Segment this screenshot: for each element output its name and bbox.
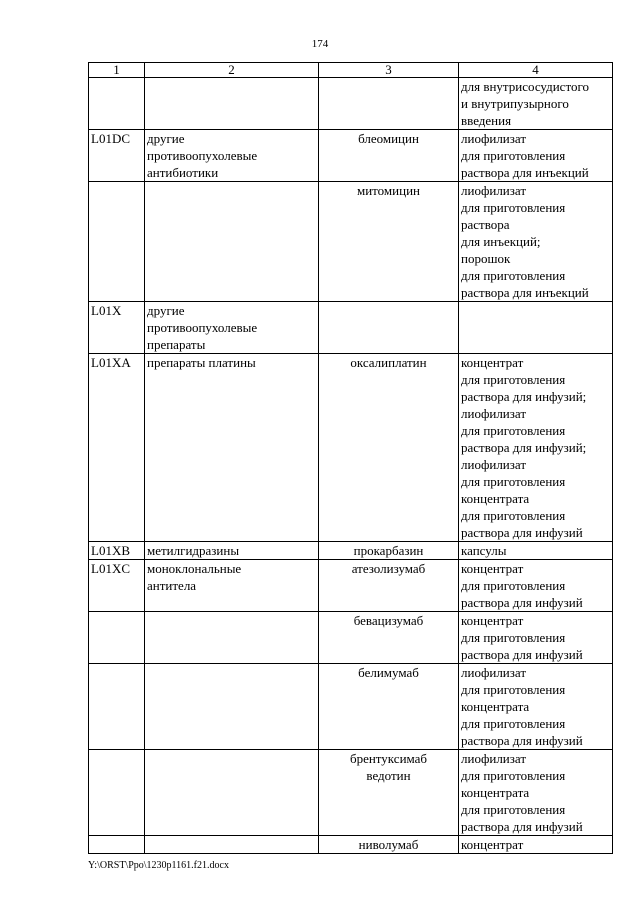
- table-row: [89, 612, 613, 664]
- table-row: [89, 302, 613, 354]
- column-header-2: 2: [145, 63, 319, 78]
- table-row: [89, 836, 613, 854]
- dosage-form-cell: капсулы: [459, 542, 613, 560]
- atc-code-cell: L01DC: [89, 130, 145, 182]
- drug-table: [88, 62, 613, 854]
- group-name-cell: [145, 182, 319, 302]
- table-row: [89, 750, 613, 836]
- drug-name-cell: бевацизумаб: [319, 612, 459, 664]
- drug-name-cell: белимумаб: [319, 664, 459, 750]
- dosage-form-cell: [459, 302, 613, 354]
- table-header-row: [89, 63, 613, 78]
- group-name-cell: [145, 78, 319, 130]
- group-name-cell: другие противоопухолевые антибиотики: [145, 130, 319, 182]
- group-name-cell: [145, 836, 319, 854]
- table-row: [89, 182, 613, 302]
- dosage-form-cell: для внутрисосудистого и внутрипузырного введения: [459, 78, 613, 130]
- dosage-form-cell: лиофилизат для приготовления концентрата для приготовления раствора для инфузий: [459, 750, 613, 836]
- atc-code-cell: L01XA: [89, 354, 145, 542]
- drug-name-cell: брентуксимаб ведотин: [319, 750, 459, 836]
- drug-name-cell: [319, 78, 459, 130]
- table-row: [89, 560, 613, 612]
- atc-code-cell: [89, 182, 145, 302]
- table-row: [89, 130, 613, 182]
- atc-code-cell: [89, 612, 145, 664]
- atc-code-cell: [89, 750, 145, 836]
- dosage-form-cell: концентрат для приготовления раствора для инфузий; лиофилизат для приготовления раствора для инфузий; лиофилизат для приготовления концентрата для приготовления раствора для инфузий: [459, 354, 613, 542]
- group-name-cell: препараты платины: [145, 354, 319, 542]
- table-row: [89, 542, 613, 560]
- group-name-cell: метилгидразины: [145, 542, 319, 560]
- page-number: 174: [311, 38, 329, 50]
- atc-code-cell: L01XB: [89, 542, 145, 560]
- dosage-form-cell: концентрат для приготовления раствора для инфузий: [459, 612, 613, 664]
- drug-name-cell: митомицин: [319, 182, 459, 302]
- column-header-1: 1: [89, 63, 145, 78]
- group-name-cell: [145, 612, 319, 664]
- group-name-cell: другие противоопухолевые препараты: [145, 302, 319, 354]
- drug-name-cell: оксалиплатин: [319, 354, 459, 542]
- atc-code-cell: L01XC: [89, 560, 145, 612]
- drug-name-cell: [319, 302, 459, 354]
- column-header-4: 4: [459, 63, 613, 78]
- group-name-cell: [145, 750, 319, 836]
- dosage-form-cell: лиофилизат для приготовления раствора для инъекций: [459, 130, 613, 182]
- atc-code-cell: [89, 664, 145, 750]
- table-row: [89, 78, 613, 130]
- group-name-cell: моноклональные антитела: [145, 560, 319, 612]
- drug-name-cell: прокарбазин: [319, 542, 459, 560]
- drug-name-cell: блеомицин: [319, 130, 459, 182]
- dosage-form-cell: лиофилизат для приготовления раствора для инъекций; порошок для приготовления раствора для инъекций: [459, 182, 613, 302]
- drug-name-cell: атезолизумаб: [319, 560, 459, 612]
- column-header-3: 3: [319, 63, 459, 78]
- table-row: [89, 354, 613, 542]
- file-path-footer: Y:\ORST\Ppo\1230p1161.f21.docx: [88, 860, 229, 871]
- atc-code-cell: [89, 836, 145, 854]
- group-name-cell: [145, 664, 319, 750]
- table-row: [89, 664, 613, 750]
- drug-name-cell: ниволумаб: [319, 836, 459, 854]
- atc-code-cell: [89, 78, 145, 130]
- dosage-form-cell: концентрат для приготовления раствора для инфузий: [459, 560, 613, 612]
- atc-code-cell: L01X: [89, 302, 145, 354]
- dosage-form-cell: лиофилизат для приготовления концентрата для приготовления раствора для инфузий: [459, 664, 613, 750]
- dosage-form-cell: концентрат: [459, 836, 613, 854]
